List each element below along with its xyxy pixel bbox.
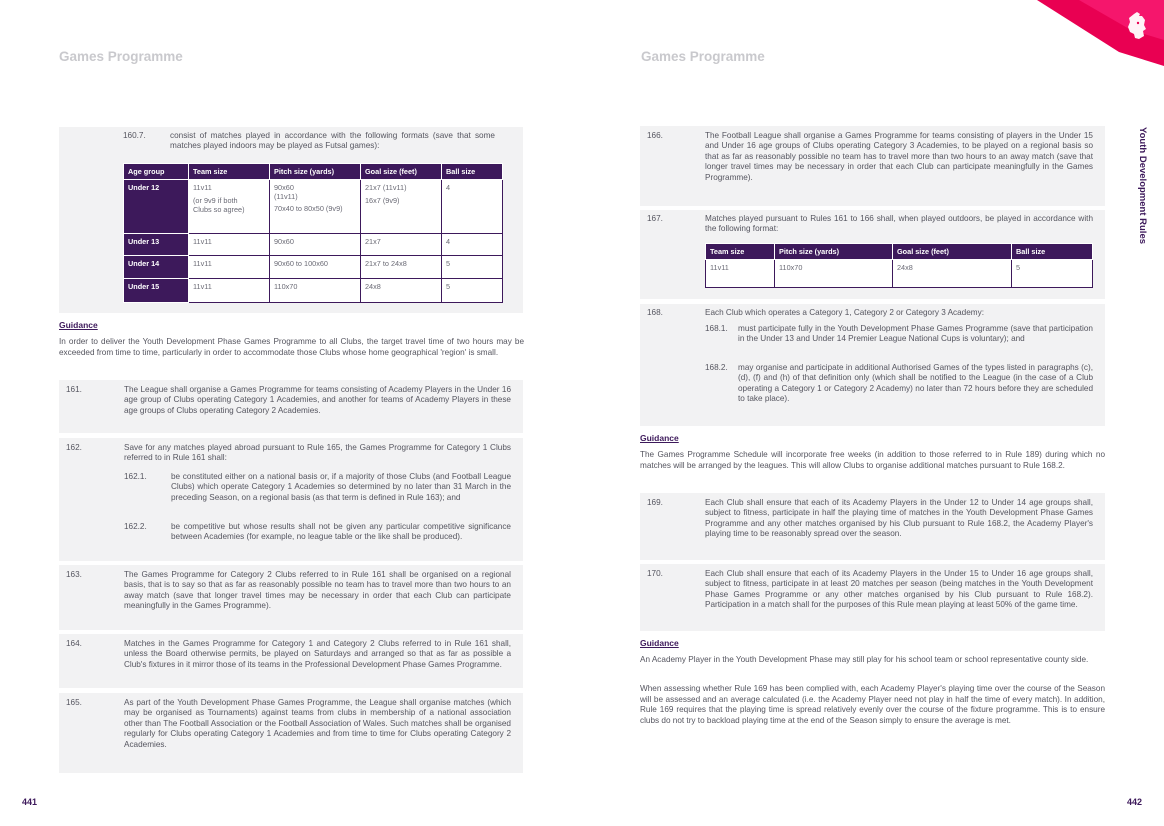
rule-number: 162. [66, 443, 82, 452]
column-header: Pitch size (yards) [775, 244, 893, 260]
sub-rule-number: 162.2. [124, 522, 147, 531]
rule-text: Save for any matches played abroad pursuant to Rule 165, the Games Programme for Category 1 Clubs referred to in Rule 161 shall: [124, 443, 511, 463]
lion-crest-icon [1126, 12, 1148, 40]
table-cell: 90x60 [270, 234, 361, 256]
rule-text: The Football League shall organise a Games Programme for teams consisting of players in the Under 15 and Under 16 age groups of Clubs operating Category 3 Academies, to be played on a regional basis so that as far as reasonably possible no team has to travel more than two hours to an away match (save that longer travel times may be necessary in order that each Club can participate meaningfully in the Games Programme). [705, 131, 1093, 182]
guidance-heading: Guidance [640, 433, 679, 443]
column-header: Ball size [1012, 244, 1093, 260]
right-page [582, 0, 1164, 826]
page-number: 442 [1127, 797, 1143, 807]
rule-text: Each Club shall ensure that each of its Academy Players in the Under 12 to Under 14 age groups shall, subject to fitness, participate in half the playing time of matches in the Youth Development Phase Games Programme and any other matches organised by his Club pursuant to Rule 168.2, the Academy Player's playing time to be reasonably spread over the season. [705, 498, 1093, 539]
column-header: Team size [706, 244, 775, 260]
table-header-row [706, 244, 1093, 260]
sub-rule-number: 168.2. [705, 363, 728, 372]
rule-166-block [640, 126, 1105, 206]
column-header: Age group [124, 164, 189, 180]
rule-number: 169. [647, 498, 663, 507]
column-header: Goal size (feet) [361, 164, 442, 180]
rule-number: 165. [66, 698, 82, 707]
table-cell: 110x70 [775, 260, 893, 288]
sub-rule-text: be competitive but whose results shall not be given any particular competitive significance between Academies (for example, no league table or the like shall be produced). [171, 522, 511, 542]
cell-value: 11v11 [193, 183, 212, 192]
table-cell: 21x7 [361, 234, 442, 256]
table-row [124, 279, 503, 303]
cell-note: 70x40 to 80x50 (9v9) [274, 204, 343, 213]
guidance-heading: Guidance [640, 638, 679, 648]
table-cell: 21x7 to 24x8 [361, 256, 442, 279]
rule-text: Matches in the Games Programme for Category 1 and Category 2 Clubs referred to in Rule 161 shall, unless the Board otherwise permits, be played on Saturdays and arranged so that as far as possible a Club's fixtures in it mirror those of its teams in the Professional Development Phase Games Programme. [124, 639, 511, 669]
rule-161-block [59, 380, 523, 433]
column-header: Goal size (feet) [893, 244, 1012, 260]
table-row [706, 260, 1093, 288]
table-cell: Under 13 [124, 234, 189, 256]
rule-number: 161. [66, 385, 82, 394]
page-header-title: Games Programme [641, 49, 765, 64]
table-row [124, 180, 503, 234]
rule-165-block [59, 693, 523, 773]
table-cell: 11v11 [706, 260, 775, 288]
rule-text: Each Club shall ensure that each of its Academy Players in the Under 15 to Under 16 age groups shall, subject to fitness, participate in at least 20 matches per season (being matches in the Youth Development Phase Games Programme or any other matches organised by his Club pursuant to Rule 168.2). Participation in a match shall for the purposes of this Rule mean playing at least 50% of the game time. [705, 569, 1093, 610]
rule-text: The Games Programme for Category 2 Clubs referred to in Rule 161 shall be organised on a regional basis, that is to say so that as far as reasonably possible no team has to travel more than two hours to an away match (save that longer travel times may be necessary in order that each Club can participate meaningfully in the Games Programme). [124, 570, 511, 611]
table-cell: Under 15 [124, 279, 189, 303]
rule-text: Matches played pursuant to Rules 161 to 166 shall, when played outdoors, be played in accordance with the following format: [705, 214, 1093, 234]
table-cell: Under 12 [124, 180, 189, 234]
rule-168-block [640, 304, 1105, 426]
table-cell: 4 [442, 180, 503, 234]
rule-text: Each Club which operates a Category 1, Category 2 or Category 3 Academy: [705, 308, 984, 317]
rule-162-block [59, 438, 523, 561]
guidance-heading: Guidance [59, 320, 98, 330]
guidance-text: The Games Programme Schedule will incorporate free weeks (in addition to those referred to in Rule 189) during which no matches will be arranged by the leagues. This will allow Clubs to organise additional matches pursuant to Rule 168.2. [640, 450, 1105, 470]
table-cell: 11v11 [189, 256, 270, 279]
cell-value: 90x60 (11v11) [274, 183, 298, 201]
table-cell: 5 [442, 256, 503, 279]
rule-number: 170. [647, 569, 663, 578]
table-cell [189, 180, 270, 234]
rule-164-block [59, 634, 523, 688]
table-cell: 4 [442, 234, 503, 256]
cell-note: (or 9v9 if both Clubs so agree) [193, 196, 245, 214]
rule-170-block [640, 564, 1105, 631]
sub-rule-number: 162.1. [124, 472, 147, 481]
rule-number: 160.7. [123, 131, 146, 140]
rule-number: 166. [647, 131, 663, 140]
table-cell [270, 180, 361, 234]
sub-rule-text: must participate fully in the Youth Development Phase Games Programme (save that participation in the Under 13 and Under 14 Premier League National Cups is voluntary); and [738, 324, 1093, 344]
guidance-text: When assessing whether Rule 169 has been complied with, each Academy Player's playing time over the course of the Season will be assessed and an average calculated (i.e. the Academy Player need not play in half the time of every match). In addition, Rule 169 requires that the playing time is spread relatively evenly over the course of the fixture programme. This is to ensure clubs do not try to backload playing time at the end of the Season simply to ensure the average is met. [640, 684, 1105, 725]
side-label-text: Youth Development Rules [1137, 127, 1148, 245]
column-header: Pitch size (yards) [270, 164, 361, 180]
table-cell: 5 [442, 279, 503, 303]
cell-value: 21x7 (11v11) [365, 183, 407, 192]
table-header-row [124, 164, 503, 180]
page-header-title: Games Programme [59, 49, 183, 64]
guidance-text: In order to deliver the Youth Development Phase Games Programme to all Clubs, the target travel time of two hours may be exceeded from time to time, particularly in order to accommodate those Clubs whose home geographical 'region' is small. [59, 337, 524, 357]
rule-number: 168. [647, 308, 663, 317]
page-number: 441 [22, 797, 38, 807]
rule-text: consist of matches played in accordance with the following formats (save that some matches played indoors may be played as Futsal games): [170, 131, 495, 151]
table-cell: 24x8 [361, 279, 442, 303]
cell-note: 16x7 (9v9) [365, 196, 400, 205]
table-cell: 110x70 [270, 279, 361, 303]
table-row [124, 234, 503, 256]
rule-number: 164. [66, 639, 82, 648]
rule-text: The League shall organise a Games Programme for teams consisting of Academy Players in the Under 16 age group of Clubs operating Category 1 Academies, and another for teams of Academy Players in these age groups of Clubs operating Category 2 Academies. [124, 385, 511, 415]
table-cell [361, 180, 442, 234]
table-row [124, 256, 503, 279]
sub-rule-text: may organise and participate in additional Authorised Games of the types listed in paragraphs (c), (d), (f) and (h) of that definition only (which shall be notified to the League (in the case of a Club operating a Category 1 or Category 2 Academy) no later than 72 hours before they are scheduled to take place). [738, 363, 1093, 404]
rule-text: As part of the Youth Development Phase Games Programme, the League shall organise matches (which may be organised as Tournaments) against teams from clubs in membership of a national association other than The Football Association or the Football Association of Wales. Such matches shall be organised regularly for Clubs operating Category 1 Academies and from time to time for Clubs operating Category 2 Academies. [124, 698, 511, 749]
sub-rule-text: be constituted either on a national basis or, if a majority of those Clubs (and Football League Clubs) which operate Category 1 Academies so determined by no later than 31 March in the preceding Season, on a regional basis (as that term is defined in Rule 163); and [171, 472, 511, 502]
table-cell: Under 14 [124, 256, 189, 279]
rule-number: 167. [647, 214, 663, 223]
outdoor-format-table [705, 243, 1093, 288]
guidance-text: An Academy Player in the Youth Development Phase may still play for his school team or school representative county side. [640, 655, 1089, 664]
table-cell: 11v11 [189, 234, 270, 256]
side-section-label [1137, 127, 1149, 257]
table-cell: 11v11 [189, 279, 270, 303]
rule-163-block [59, 565, 523, 630]
sub-rule-number: 168.1. [705, 324, 728, 333]
table-cell: 24x8 [893, 260, 1012, 288]
table-cell: 90x60 to 100x60 [270, 256, 361, 279]
table-cell: 5 [1012, 260, 1093, 288]
rule-number: 163. [66, 570, 82, 579]
column-header: Ball size [442, 164, 503, 180]
column-header: Team size [189, 164, 270, 180]
age-group-format-table [123, 163, 503, 303]
rule-169-block [640, 493, 1105, 560]
